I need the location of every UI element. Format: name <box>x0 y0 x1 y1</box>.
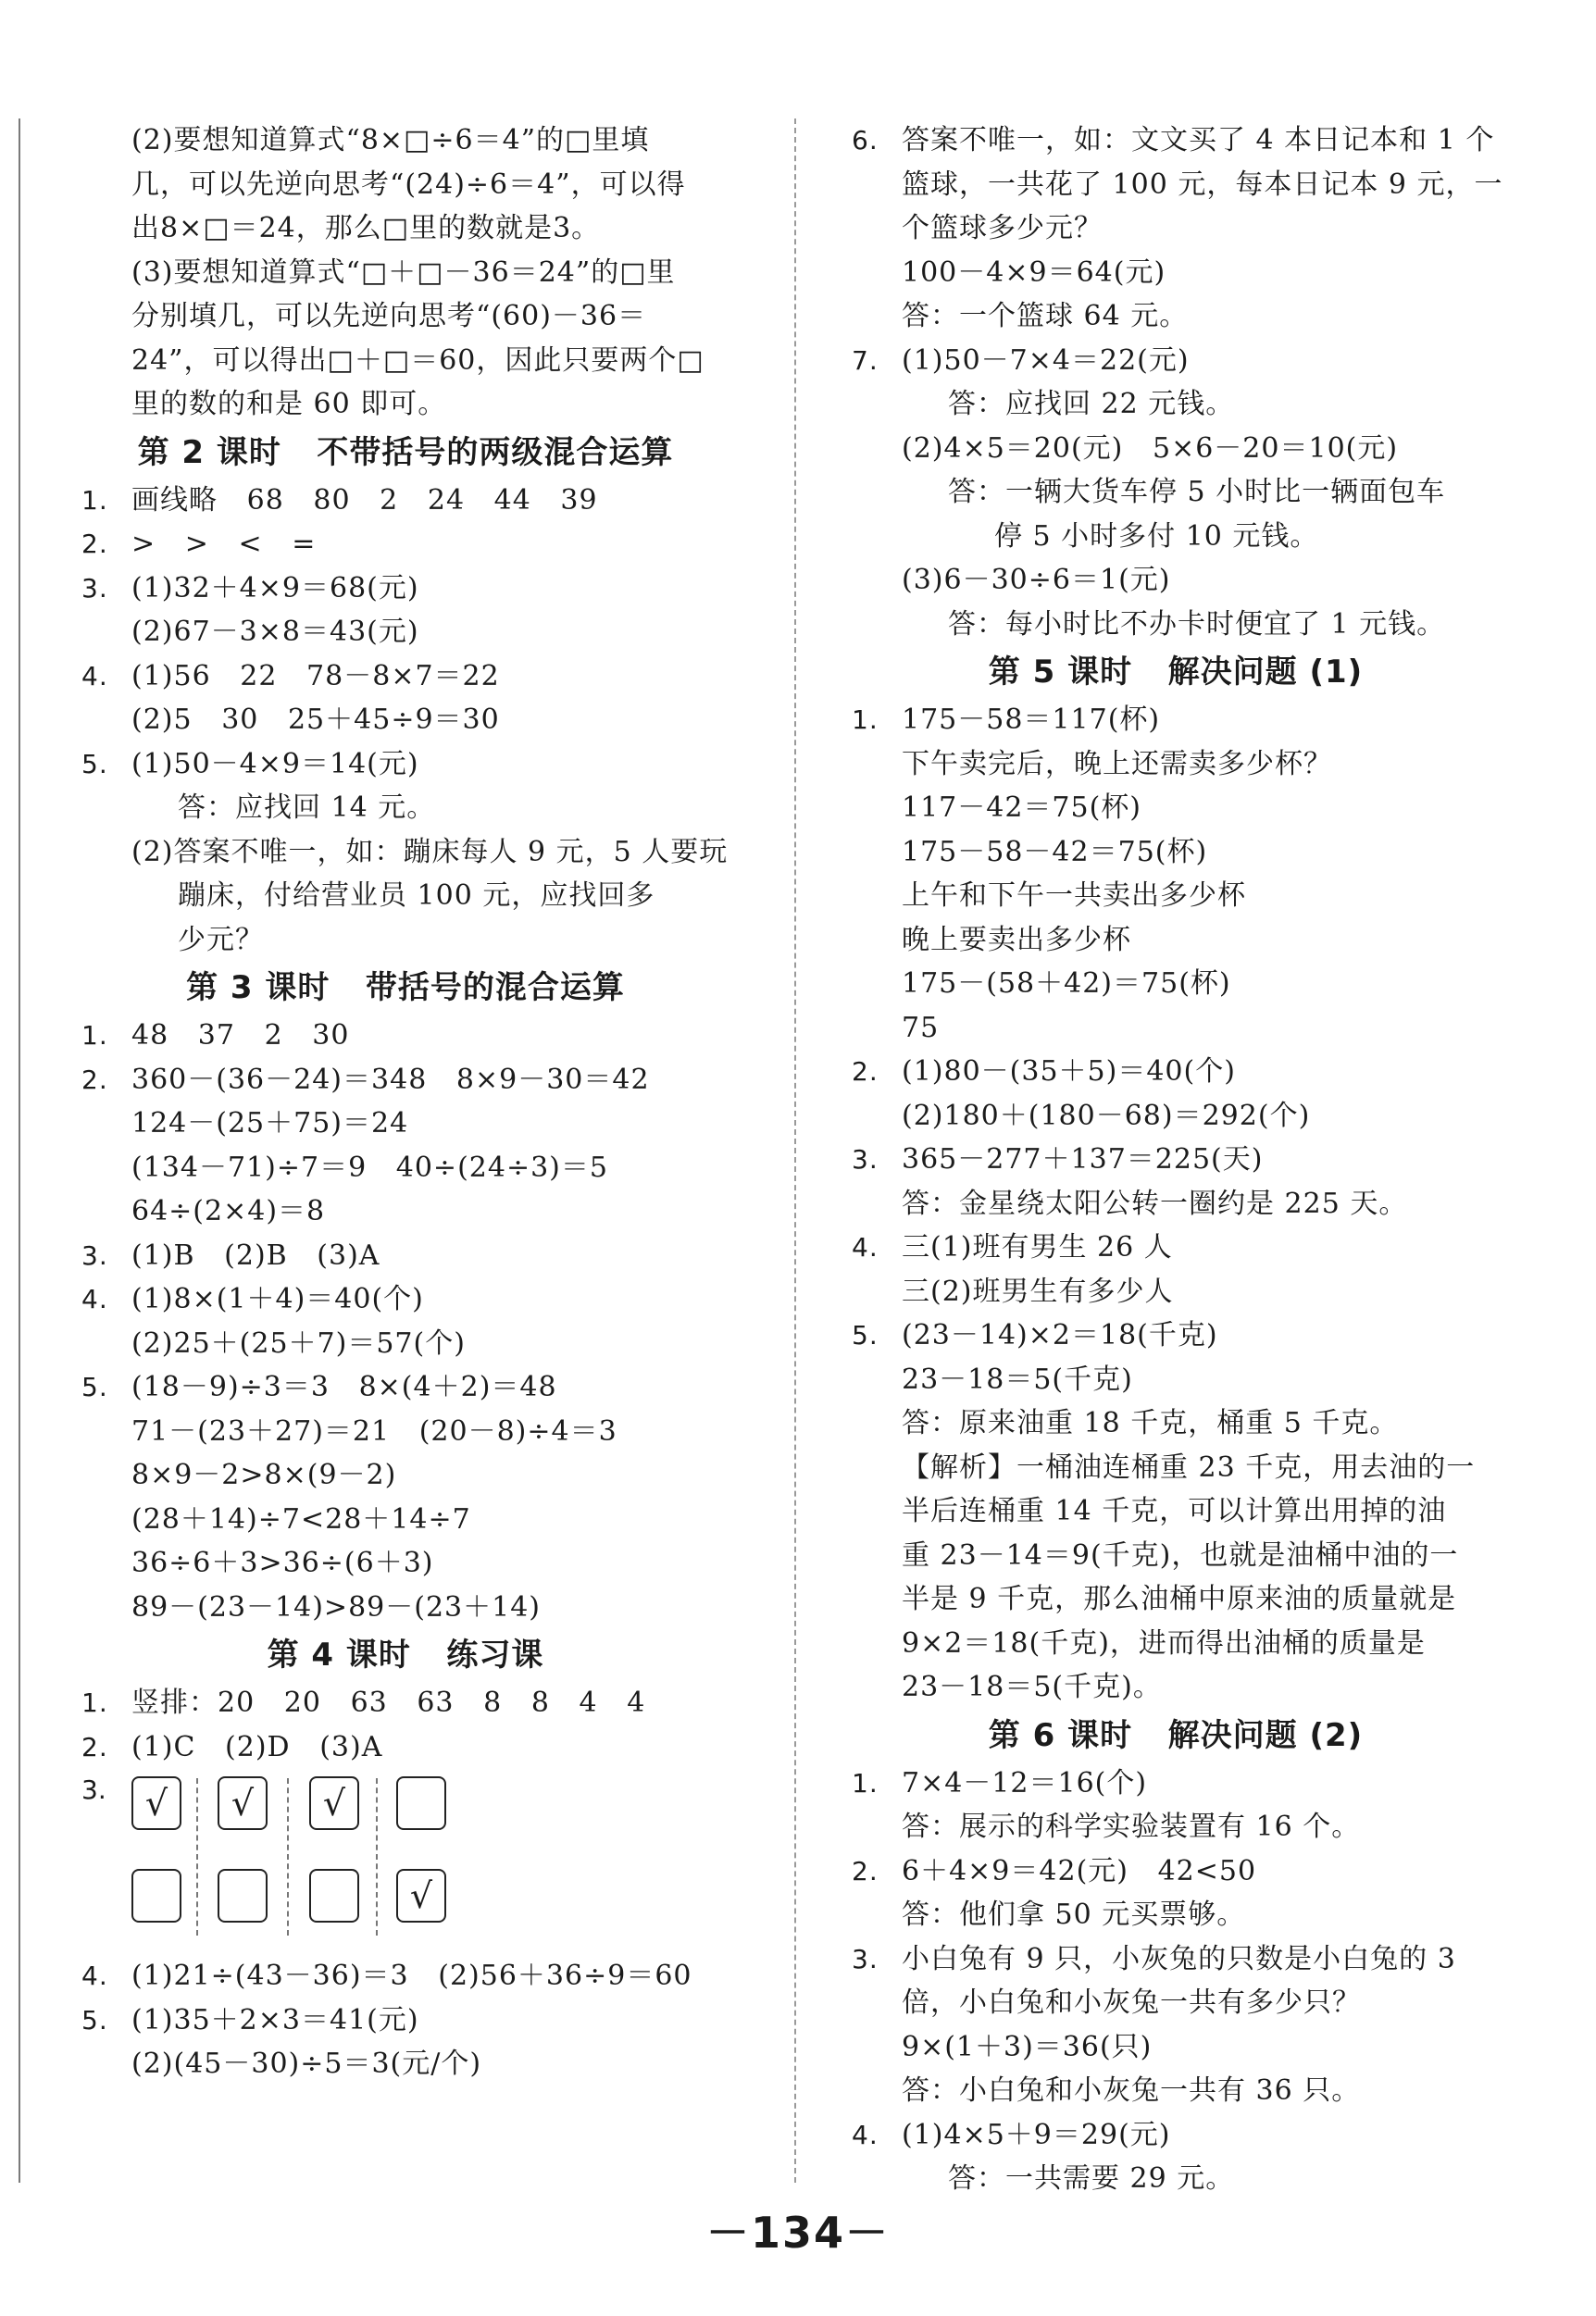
answer-line <box>852 1094 1500 1139</box>
answer-line <box>852 698 1500 742</box>
answer-line <box>81 918 729 963</box>
answer-text: (2)要想知道算式“8×□÷6＝4”的□里填 <box>131 124 650 156</box>
answer-line <box>852 1401 1500 1446</box>
answer-text: (2)答案不唯一，如：蹦床每人 9 元，5 人要玩 <box>131 835 729 868</box>
answer-line <box>81 1498 729 1542</box>
answer-line <box>81 786 729 830</box>
answer-text: 分别填几，可以先逆向思考“(60)－36＝ <box>131 300 647 332</box>
answer-text: 答：展示的科学实验装置有 16 个。 <box>902 1811 1361 1843</box>
answer-line <box>852 1446 1500 1490</box>
question-number: 5. <box>81 1372 108 1402</box>
answer-line <box>81 830 729 875</box>
answer-text: (1)50－7×4＝22(元) <box>902 343 1190 377</box>
answer-text: 三(2)班男生有多少人 <box>902 1275 1174 1308</box>
answer-line <box>81 874 729 918</box>
question-number: 5. <box>852 1320 879 1351</box>
answer-text: 7×4－12＝16(个) <box>902 1766 1148 1799</box>
answer-line <box>852 427 1500 471</box>
page-number: －134－ <box>705 2208 891 2258</box>
checked-box: √ <box>396 1869 446 1923</box>
answer-text: (23－14)×2＝18(千克) <box>902 1319 1218 1351</box>
answer-line <box>852 1665 1500 1710</box>
answer-text: 23－18＝5(千克) <box>902 1363 1133 1396</box>
answer-line <box>81 1102 729 1146</box>
answer-text: 重 23－14＝9(千克)，也就是油桶中油的一 <box>902 1538 1459 1572</box>
checked-box: √ <box>309 1776 359 1830</box>
answer-line <box>852 2025 1500 2070</box>
question-number: 2. <box>852 1056 879 1087</box>
question-number: 4. <box>81 1961 108 1991</box>
checkbox-answer-grid <box>81 1769 729 1954</box>
answer-text: 答：金星绕太阳公转一圈约是 225 天。 <box>902 1187 1408 1220</box>
answer-text: 71－(23＋27)＝21 (20－8)÷4＝3 <box>131 1414 617 1448</box>
answer-line <box>81 1453 729 1498</box>
left-column <box>81 118 729 2086</box>
empty-box <box>309 1869 359 1923</box>
answer-text: 360－(36－24)＝348 8×9－30＝42 <box>131 1063 650 1096</box>
column-divider <box>794 118 796 2183</box>
answer-line <box>852 1226 1500 1270</box>
answer-text: 9×(1＋3)＝36(只) <box>902 2030 1153 2063</box>
answer-line <box>852 603 1500 647</box>
answer-text: 里的数的和是 60 即可。 <box>131 388 447 420</box>
answer-text: 晚上要卖出多少杯 <box>902 923 1131 956</box>
answer-text: 36÷6＋3>36÷(6＋3) <box>131 1547 434 1579</box>
answer-text: 三(1)班有男生 26 人 <box>902 1231 1173 1264</box>
answer-text: 117－42＝75(杯) <box>902 791 1142 824</box>
answer-text: 几，可以先逆向思考“(24)÷6＝4”，可以得 <box>131 168 686 201</box>
answer-line <box>81 1234 729 1278</box>
answer-line <box>81 1998 729 2043</box>
question-number: 2. <box>81 529 108 559</box>
answer-text: 175－58－42＝75(杯) <box>902 835 1208 868</box>
answer-line <box>81 742 729 787</box>
answer-line <box>81 1541 729 1586</box>
answer-line <box>852 1849 1500 1894</box>
question-number: 3. <box>81 1774 106 1805</box>
answer-text: 答：一辆大货车停 5 小时比一辆面包车 <box>948 476 1446 508</box>
answer-line <box>81 1058 729 1102</box>
question-number: 1. <box>81 1687 108 1718</box>
answer-line <box>852 1006 1500 1051</box>
answer-line <box>81 163 729 207</box>
answer-line <box>852 294 1500 339</box>
answer-text: (2)4×5＝20(元) 5×6－20＝10(元) <box>902 431 1399 465</box>
answer-line <box>81 339 729 383</box>
answer-line <box>852 163 1503 207</box>
answer-line <box>852 470 1500 515</box>
answer-text: (1)8×(1＋4)＝40(个) <box>131 1283 424 1315</box>
answer-text: 答：应找回 22 元钱。 <box>948 388 1235 420</box>
question-number: 3. <box>81 572 108 604</box>
answer-line <box>81 2042 729 2086</box>
answer-line <box>852 1805 1500 1849</box>
answer-text: 23－18＝5(千克)。 <box>902 1671 1162 1703</box>
answer-text: 9×2＝18(千克)，进而得出油桶的质量是 <box>902 1626 1426 1660</box>
answer-line <box>852 918 1500 963</box>
answer-line <box>81 567 729 611</box>
answer-text: 124－(25＋75)＝24 <box>131 1107 409 1139</box>
question-number: 1. <box>852 1767 879 1799</box>
answer-line <box>852 786 1500 830</box>
answer-line <box>81 118 729 163</box>
answer-line <box>81 1014 729 1058</box>
answer-text: (134－71)÷7＝9 40÷(24÷3)＝5 <box>131 1151 608 1184</box>
question-number: 4. <box>852 2119 879 2150</box>
question-number: 1. <box>852 704 879 735</box>
answer-line <box>852 1577 1500 1622</box>
answer-text: (2)5 30 25＋45÷9＝30 <box>131 704 500 736</box>
answer-line <box>852 1489 1500 1534</box>
answer-line <box>81 1586 729 1630</box>
lesson-heading: 第 3 课时 带括号的混合运算 <box>186 969 625 1006</box>
answer-line <box>81 1189 729 1234</box>
lesson-heading: 第 2 课时 不带括号的两级混合运算 <box>137 433 674 471</box>
answer-line <box>81 251 729 295</box>
answer-line <box>852 339 1500 383</box>
answer-text: 个篮球多少元？ <box>902 212 1103 244</box>
answer-line <box>81 522 729 567</box>
answer-text: (1)4×5＋9＝29(元) <box>902 2118 1171 2151</box>
answer-text: 64÷(2×4)＝8 <box>131 1195 326 1227</box>
answer-line <box>852 1270 1500 1314</box>
answer-text: (18－9)÷3＝3 8×(4＋2)＝48 <box>131 1371 557 1403</box>
box-group-separator <box>287 1778 289 1936</box>
answer-text: (1)50－4×9＝14(元) <box>131 747 419 780</box>
box-group-separator <box>376 1778 378 1936</box>
answer-line <box>81 294 729 339</box>
answer-text: 175－(58＋42)＝75(杯) <box>902 967 1231 1000</box>
answer-line <box>852 874 1500 918</box>
empty-box <box>131 1869 181 1923</box>
answer-line <box>81 1322 729 1366</box>
answer-line <box>81 479 729 523</box>
answer-text: (1)21÷(43－36)＝3 (2)56＋36÷9＝60 <box>131 1960 692 1992</box>
question-number: 2. <box>852 1855 879 1886</box>
answer-line <box>852 1182 1500 1226</box>
question-number: 2. <box>81 1064 108 1095</box>
empty-box <box>396 1776 446 1830</box>
answer-text: 6＋4×9＝42(元) 42<50 <box>902 1854 1257 1887</box>
answer-line <box>852 742 1500 787</box>
checked-box: √ <box>218 1776 268 1830</box>
answer-text: 答：应找回 14 元。 <box>178 791 436 824</box>
question-number: 6. <box>852 125 879 156</box>
answer-line <box>81 610 729 654</box>
left-margin-rule <box>19 118 20 2183</box>
answer-text: (1)C (2)D (3)A <box>131 1730 383 1763</box>
answer-text: 175－58＝117(杯) <box>902 704 1161 736</box>
answer-text: 出8×□＝24，那么□里的数就是3。 <box>131 212 601 244</box>
answer-text: 答：原来油重 18 千克，桶重 5 千克。 <box>902 1407 1399 1439</box>
answer-text: 少元？ <box>178 923 264 956</box>
answer-text: 停 5 小时多付 10 元钱。 <box>994 519 1319 553</box>
answer-text: 竖排：20 20 63 63 8 8 4 4 <box>131 1687 646 1719</box>
answer-line <box>852 2157 1500 2201</box>
answer-text: 画线略 68 80 2 24 44 39 <box>131 483 598 517</box>
answer-line <box>81 382 729 427</box>
answer-text: 100－4×9＝64(元) <box>902 255 1166 289</box>
answer-line <box>852 962 1500 1006</box>
answer-line <box>81 1277 729 1322</box>
answer-line <box>81 206 729 251</box>
answer-text: 篮球，一共花了 100 元，每本日记本 9 元，一 <box>902 168 1503 201</box>
lesson-heading: 第 6 课时 解决问题 (2) <box>988 1716 1364 1754</box>
answer-text: 89－(23－14)>89－(23＋14) <box>131 1590 541 1624</box>
checked-box: √ <box>131 1776 181 1830</box>
answer-text: 小白兔有 9 只，小灰兔的只数是小白兔的 3 <box>902 1942 1456 1975</box>
answer-line <box>852 1358 1500 1402</box>
question-number: 4. <box>81 1284 108 1314</box>
answer-line <box>852 1534 1500 1578</box>
question-number: 2. <box>81 1731 108 1762</box>
answer-line <box>852 1762 1500 1806</box>
answer-text: (3)要想知道算式“□＋□－36＝24”的□里 <box>131 255 676 289</box>
answer-text: (1)56 22 78－8×7＝22 <box>131 659 500 692</box>
answer-line <box>852 1314 1500 1358</box>
answer-text: 半后连桶重 14 千克，可以计算出用掉的油 <box>902 1495 1447 1527</box>
lesson-heading: 第 4 课时 练习课 <box>267 1637 544 1674</box>
question-number: 1. <box>81 484 108 516</box>
answer-text: 倍，小白兔和小灰兔一共有多少只？ <box>902 1986 1361 2019</box>
answer-line <box>81 698 729 742</box>
answer-text: 蹦床，付给营业员 100 元，应找回多 <box>178 879 655 912</box>
answer-line <box>852 1937 1500 1982</box>
answer-line <box>852 382 1500 427</box>
answer-line <box>852 1981 1500 2025</box>
answer-text: 上午和下午一共卖出多少杯 <box>902 879 1246 912</box>
answer-line <box>852 1138 1500 1182</box>
empty-box <box>218 1869 268 1923</box>
question-number: 5. <box>81 2004 108 2036</box>
answer-text: 半是 9 千克，那么油桶中原来油的质量就是 <box>902 1583 1457 1615</box>
answer-line <box>81 654 729 699</box>
answer-line <box>852 830 1500 875</box>
answer-text: 48 37 2 30 <box>131 1019 350 1052</box>
answer-line <box>852 1893 1500 1937</box>
answer-text: (1)B (2)B (3)A <box>131 1239 380 1272</box>
answer-text: 8×9－2>8×(9－2) <box>131 1459 397 1491</box>
answer-text: 答：小白兔和小灰兔一共有 36 只。 <box>902 2074 1361 2107</box>
answer-text: (1)32＋4×9＝68(元) <box>131 571 419 604</box>
answer-line <box>81 1725 729 1770</box>
answer-line <box>852 515 1500 559</box>
answer-text: (2)25＋(25＋7)＝57(个) <box>131 1326 466 1360</box>
answer-line <box>852 206 1500 251</box>
answer-line <box>852 251 1500 295</box>
answer-text: 24”，可以得出□＋□＝60，因此只要两个□ <box>131 343 704 377</box>
lesson-heading: 第 5 课时 解决问题 (1) <box>988 654 1364 691</box>
answer-line <box>81 1954 729 1998</box>
answer-text: > > < = <box>131 528 317 560</box>
answer-text: (28＋14)÷7<28＋14÷7 <box>131 1502 471 1536</box>
answer-line <box>852 2113 1500 2158</box>
answer-line <box>852 1622 1500 1666</box>
answer-line <box>81 1365 729 1410</box>
answer-line <box>852 1050 1500 1094</box>
answer-text: 答：一个篮球 64 元。 <box>902 300 1189 332</box>
answer-line <box>81 1681 729 1725</box>
box-group-separator <box>196 1778 198 1936</box>
question-number: 7. <box>852 344 879 376</box>
answer-text: 【解析】一桶油连桶重 23 千克，用去油的一 <box>902 1451 1476 1484</box>
answer-text: (2)(45－30)÷5＝3(元/个) <box>131 2048 482 2080</box>
answer-line <box>852 558 1500 603</box>
answer-text: (3)6－30÷6＝1(元) <box>902 564 1171 596</box>
answer-line <box>81 1410 729 1454</box>
answer-line <box>81 1146 729 1190</box>
answer-text: (2)67－3×8＝43(元) <box>131 616 419 648</box>
answer-text: (1)35＋2×3＝41(元) <box>131 2003 419 2036</box>
answer-text: 答案不唯一，如：文文买了 4 本日记本和 1 个 <box>902 124 1495 156</box>
answer-text: 365－277＋137＝225(天) <box>902 1143 1264 1176</box>
question-number: 3. <box>852 1144 879 1175</box>
question-number: 3. <box>81 1239 108 1271</box>
question-number: 5. <box>81 748 108 779</box>
question-number: 1. <box>81 1020 108 1051</box>
answer-text: 75 <box>902 1011 940 1044</box>
answer-text: (1)80－(35＋5)＝40(个) <box>902 1055 1236 1088</box>
answer-text: 答：每小时比不办卡时便宜了 1 元钱。 <box>948 607 1446 641</box>
answer-line <box>852 118 1500 163</box>
question-number: 4. <box>852 1232 879 1263</box>
answer-text: 答：一共需要 29 元。 <box>948 2162 1235 2195</box>
answer-line <box>852 2069 1500 2113</box>
answer-text: (2)180＋(180－68)＝292(个) <box>902 1099 1311 1132</box>
answer-text: 答：他们拿 50 元买票够。 <box>902 1899 1246 1931</box>
answer-text: 下午卖完后，晚上还需卖多少杯？ <box>902 747 1332 780</box>
right-column <box>852 118 1503 2201</box>
question-number: 3. <box>852 1943 879 1974</box>
question-number: 4. <box>81 660 108 691</box>
